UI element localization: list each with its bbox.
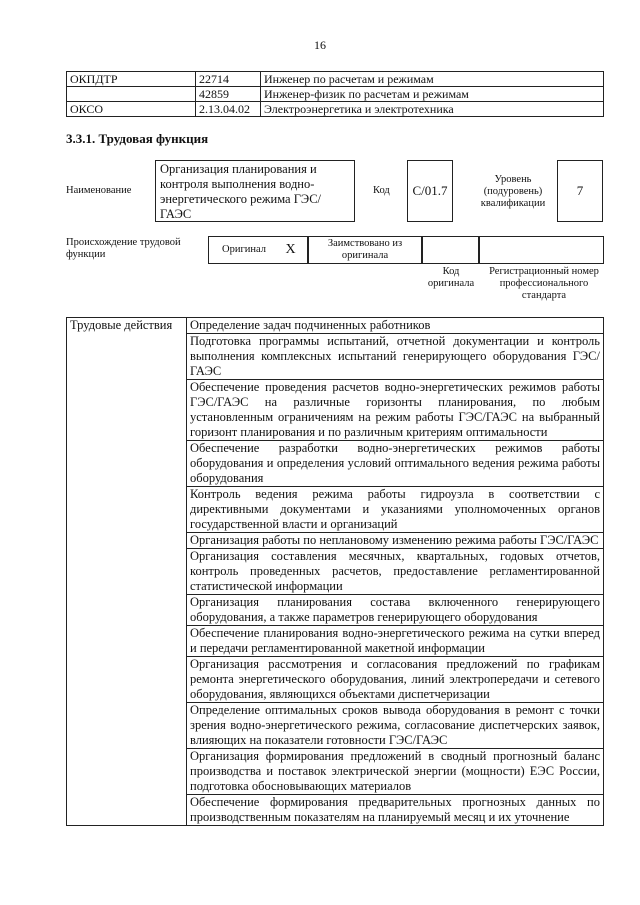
page-number: 16: [314, 38, 326, 52]
table-row: [67, 87, 604, 102]
code-original-cell: [422, 236, 479, 264]
function-code-box: С/01.7: [407, 160, 453, 222]
classifier-code: 2.13.04.02: [196, 102, 261, 117]
section-title: 3.3.1. Трудовая функция: [66, 131, 209, 146]
level-box: 7: [557, 160, 603, 222]
origin-label: Происхождение трудовой функции: [66, 237, 181, 260]
labor-action: Организация составления месячных, квартальных, годовых отчетов, контроль проведенных расчетов, предоставление регламентированной статистической информации: [187, 549, 604, 595]
table-row: [67, 102, 604, 117]
level-label: Уровень (подуровень) квалификации: [480, 174, 546, 209]
labor-actions-table: [66, 317, 604, 826]
classifier-title: Инженер-физик по расчетам и режимам: [261, 87, 604, 102]
classifier-table: [66, 71, 604, 117]
labor-action: Контроль ведения режима работы гидроузла в соответствии с директивными документами и указаниями уполномоченных органов государственной власти и организаций: [187, 487, 604, 533]
labor-action: Организация работы по неплановому изменению режима работы ГЭС/ГАЭС: [187, 533, 604, 549]
original-label: Оригинал: [222, 244, 266, 255]
labor-actions-header: Трудовые действия: [67, 318, 187, 826]
table-row: [67, 72, 604, 87]
classifier-name: [67, 87, 196, 102]
labor-action: Организация формирования предложений в сводный прогнозный баланс производства и поставок электрической энергии (мощности) ЕЭС России, подготовка обосновывающих материалов: [187, 749, 604, 795]
code-label: Код: [373, 185, 390, 196]
labor-action: Обеспечение планирования водно-энергетического режима на сутки вперед и передачи регламентированной макетной информации: [187, 626, 604, 657]
classifier-name: ОКПДТР: [67, 72, 196, 87]
table-row: [67, 318, 604, 334]
reg-number-label: Регистрационный номер профессионального стандарта: [489, 266, 599, 301]
classifier-code: 22714: [196, 72, 261, 87]
labor-action: Определение задач подчиненных работников: [187, 318, 604, 334]
classifier-code: 42859: [196, 87, 261, 102]
labor-action: Определение оптимальных сроков вывода оборудования в ремонт с точки зрения водно-энергетического режима, согласование диспетчерских заявок, влияющих на показатели готовности ГЭС/ГАЭС: [187, 703, 604, 749]
labor-action: Подготовка программы испытаний, отчетной документации и контроль выполнения комплексных испытаний генерирующего оборудования ГЭС/ГАЭС: [187, 334, 604, 380]
borrowed-label: Заимствовано из оригинала: [327, 238, 403, 261]
classifier-title: Инженер по расчетам и режимам: [261, 72, 604, 87]
classifier-title: Электроэнергетика и электротехника: [261, 102, 604, 117]
labor-action: Обеспечение проведения расчетов водно-энергетических режимов работы ГЭС/ГАЭС на различные горизонты планирования, по любым установленным ограничениям на режим работы ГЭС/ГАЭС на выбранный горизонт планирования и по различным критериям оптимальности: [187, 380, 604, 441]
labor-action: Обеспечение разработки водно-энергетических режимов работы оборудования и определения условий оптимального ведения режима работы оборудования: [187, 441, 604, 487]
name-label: Наименование: [66, 185, 132, 196]
labor-action: Организация планирования состава включенного генерирующего оборудования, а также параметров генерирующего оборудования: [187, 595, 604, 626]
function-name-box: Организация планирования и контроля выполнения водно-энергетического режима ГЭС/ГАЭС: [155, 160, 355, 222]
code-original-label: Код оригинала: [427, 266, 475, 289]
original-mark: X: [285, 242, 296, 257]
labor-action: Обеспечение формирования предварительных прогнозных данных по производственным показателям на планируемый месяц и их уточнение: [187, 795, 604, 826]
labor-action: Организация рассмотрения и согласования предложений по графикам ремонта энергетического оборудования, линий электропередачи и сетевого оборудования, являющихся объектами диспетчеризации: [187, 657, 604, 703]
reg-number-cell: [479, 236, 604, 264]
classifier-name: ОКСО: [67, 102, 196, 117]
